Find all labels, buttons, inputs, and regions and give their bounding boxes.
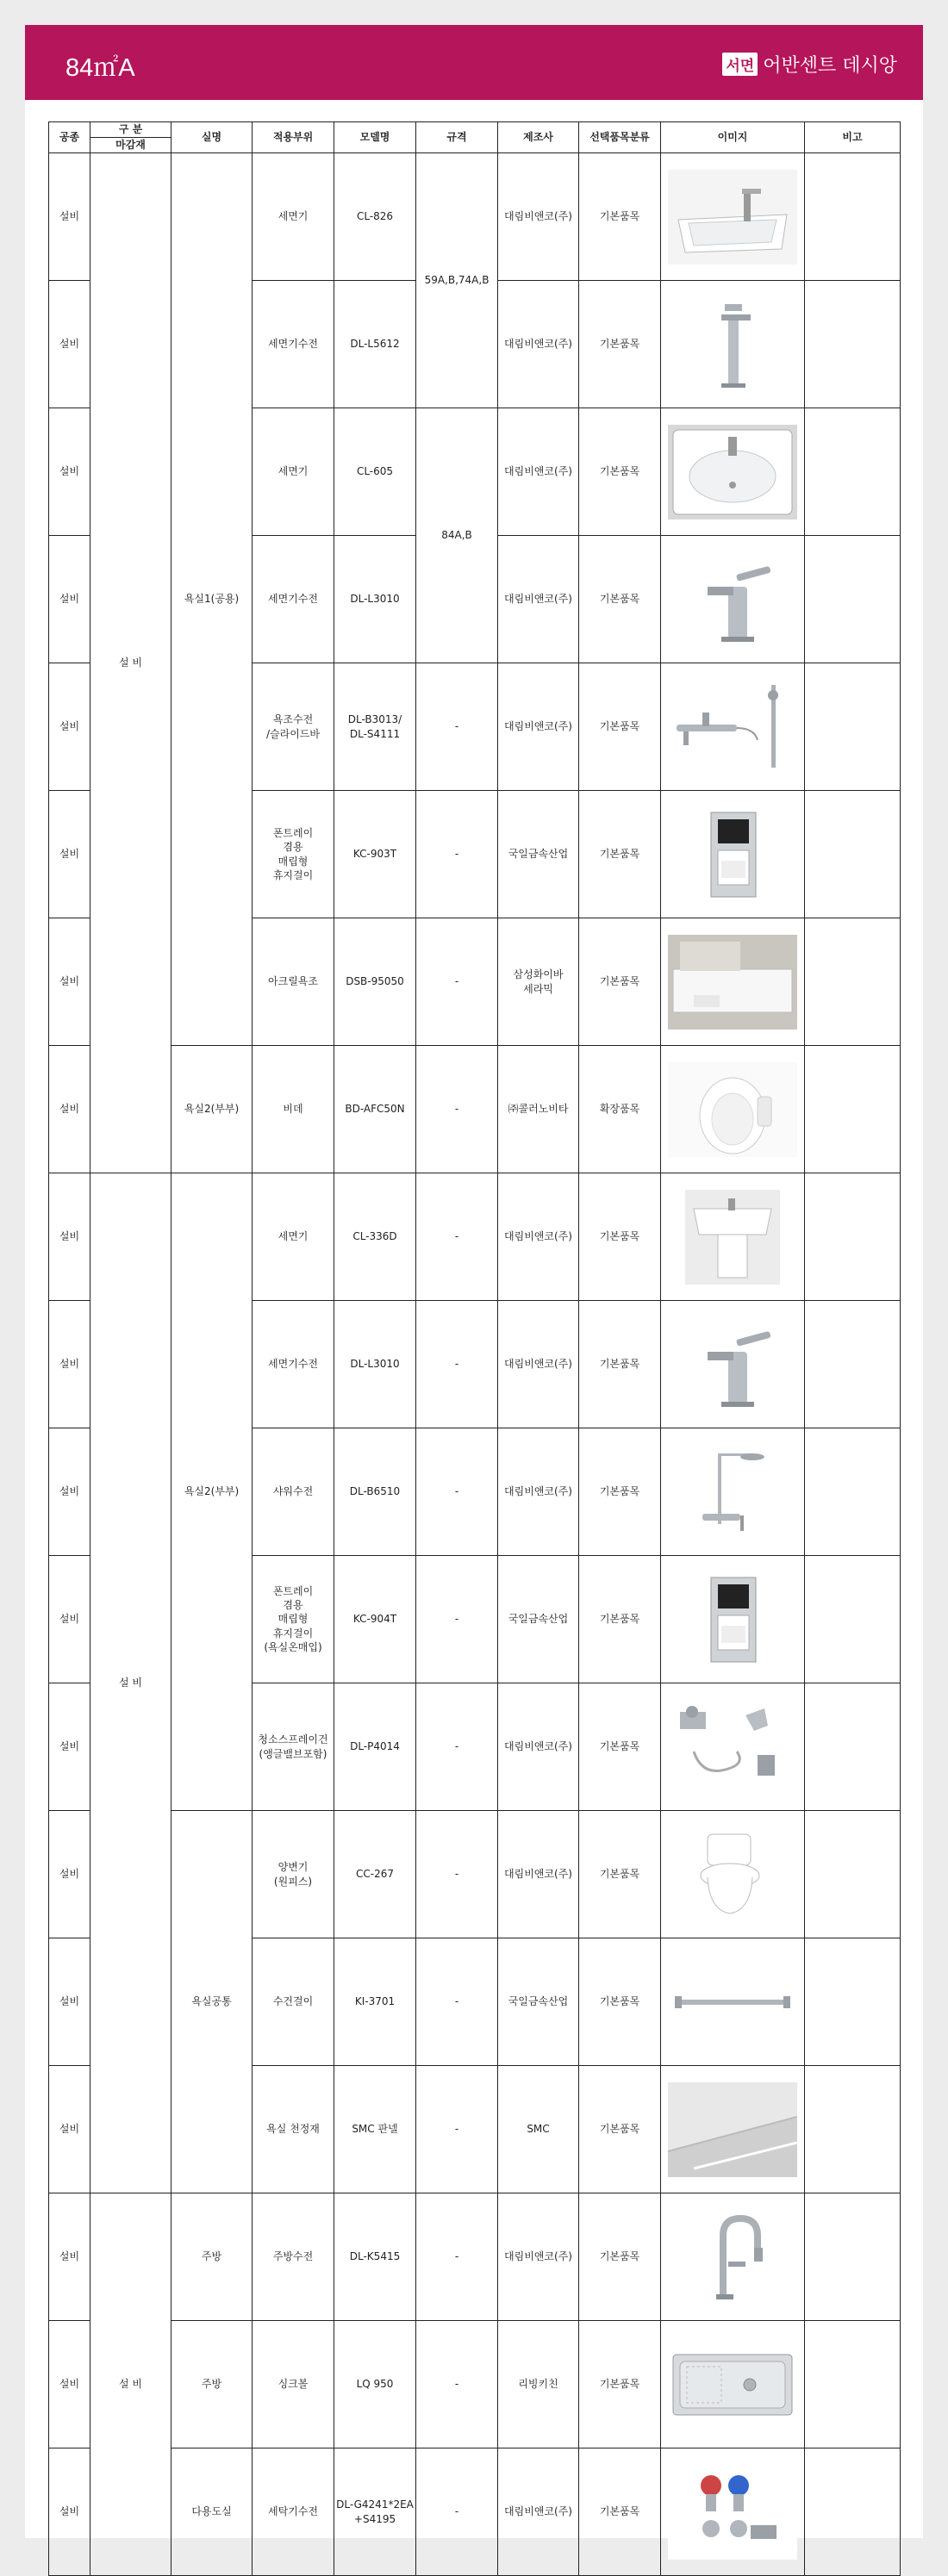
part-cell: 욕조수전 /슬라이드바 xyxy=(253,663,334,791)
part-cell: 세면기 xyxy=(253,1173,334,1301)
type-cell: 설비 xyxy=(49,1938,90,2066)
spec-cell: - xyxy=(416,2193,498,2321)
part-cell: 폰트레이 겸용 매립형 휴지걸이 xyxy=(253,791,334,918)
header-part: 적용부위 xyxy=(253,122,334,153)
selection-cell: 기본품목 xyxy=(579,2193,661,2321)
sink-bowl-photo xyxy=(668,2337,797,2432)
type-cell: 설비 xyxy=(49,2321,90,2448)
maker-cell: 대림비앤코(주) xyxy=(498,1811,579,1938)
page-header xyxy=(25,25,923,100)
selection-cell: 기본품목 xyxy=(579,918,661,1046)
header-room: 실명 xyxy=(172,122,253,153)
image-cell xyxy=(661,2448,805,2576)
room-cell: 다용도실 xyxy=(172,2448,253,2576)
selection-cell: 기본품목 xyxy=(579,536,661,663)
model-cell: DL-B6510 xyxy=(334,1428,416,1556)
brand-logo xyxy=(722,51,897,78)
header-select: 선택품목분류 xyxy=(579,122,661,153)
model-cell: KC-904T xyxy=(334,1556,416,1683)
note-cell xyxy=(805,918,901,1046)
image-cell xyxy=(661,536,805,663)
maker-cell: 국일금속산업 xyxy=(498,791,579,918)
maker-cell: ㈜콜러노비타 xyxy=(498,1046,579,1173)
selection-cell: 기본품목 xyxy=(579,2448,661,2576)
room-cell: 주방 xyxy=(172,2193,253,2321)
note-cell xyxy=(805,1428,901,1556)
kitchen-faucet-photo xyxy=(668,2210,797,2305)
part-cell: 청소스프레이건 (앵글밸브포함) xyxy=(253,1683,334,1811)
spec-cell: - xyxy=(416,1556,498,1683)
image-cell xyxy=(661,2193,805,2321)
image-cell xyxy=(661,153,805,281)
maker-cell: SMC xyxy=(498,2066,579,2193)
selection-cell: 기본품목 xyxy=(579,1301,661,1428)
maker-cell: 대림비앤코(주) xyxy=(498,1173,579,1301)
fixture-table xyxy=(48,121,901,2576)
brand-tag: 서면 xyxy=(722,53,758,76)
spec-cell: - xyxy=(416,2321,498,2448)
recessed-paper-holder-photo xyxy=(668,807,797,902)
image-cell xyxy=(661,1938,805,2066)
model-cell: CL-605 xyxy=(334,408,416,536)
image-cell xyxy=(661,663,805,791)
table-row xyxy=(49,1046,901,1173)
model-cell: KC-903T xyxy=(334,791,416,918)
type-cell: 설비 xyxy=(49,1173,90,1301)
header-spec: 규격 xyxy=(416,122,498,153)
part-cell: 세면기수전 xyxy=(253,281,334,408)
type-cell: 설비 xyxy=(49,1556,90,1683)
selection-cell: 기본품목 xyxy=(579,153,661,281)
basin-faucet-photo xyxy=(668,552,797,647)
selection-cell: 기본품목 xyxy=(579,1938,661,2066)
bidet-seat-photo xyxy=(668,1062,797,1157)
image-cell xyxy=(661,1428,805,1556)
image-cell xyxy=(661,918,805,1046)
rain-shower-set-photo xyxy=(668,1445,797,1540)
maker-cell: 대림비앤코(주) xyxy=(498,536,579,663)
note-cell xyxy=(805,1683,901,1811)
image-cell xyxy=(661,2321,805,2448)
model-cell: CL-336D xyxy=(334,1173,416,1301)
part-cell: 수건걸이 xyxy=(253,1938,334,2066)
image-cell xyxy=(661,1556,805,1683)
type-cell: 설비 xyxy=(49,1046,90,1173)
image-cell xyxy=(661,281,805,408)
note-cell xyxy=(805,2448,901,2576)
maker-cell: 대림비앤코(주) xyxy=(498,2448,579,2576)
model-cell: BD-AFC50N xyxy=(334,1046,416,1173)
part-cell: 아크릴욕조 xyxy=(253,918,334,1046)
maker-cell: 대림비앤코(주) xyxy=(498,408,579,536)
note-cell xyxy=(805,1811,901,1938)
header-type: 공종 xyxy=(49,122,90,153)
table-row xyxy=(49,153,901,281)
one-piece-toilet-photo xyxy=(668,1827,797,1922)
part-cell: 욕실 천정재 xyxy=(253,2066,334,2193)
smc-ceiling-photo xyxy=(668,2082,797,2177)
part-cell: 비데 xyxy=(253,1046,334,1173)
header-maker: 제조사 xyxy=(498,122,579,153)
model-cell: DSB-95050 xyxy=(334,918,416,1046)
type-cell: 설비 xyxy=(49,2193,90,2321)
model-cell: DL-P4014 xyxy=(334,1683,416,1811)
image-cell xyxy=(661,1811,805,1938)
towel-bar-photo xyxy=(668,1955,797,2050)
spec-cell: 59A,B,74A,B xyxy=(416,153,498,408)
model-cell: DL-B3013/ DL-S4111 xyxy=(334,663,416,791)
type-cell: 설비 xyxy=(49,281,90,408)
model-cell: DL-L3010 xyxy=(334,536,416,663)
header-note: 비고 xyxy=(805,122,901,153)
selection-cell: 기본품목 xyxy=(579,408,661,536)
rectangular-washbasin-photo xyxy=(668,170,797,264)
type-cell: 설비 xyxy=(49,408,90,536)
maker-cell: 대림비앤코(주) xyxy=(498,2193,579,2321)
selection-cell: 기본품목 xyxy=(579,2066,661,2193)
model-cell: DL-K5415 xyxy=(334,2193,416,2321)
spec-cell: - xyxy=(416,663,498,791)
part-cell: 폰트레이 겸용 매립형 휴지걸이 (욕실온매입) xyxy=(253,1556,334,1683)
type-cell: 설비 xyxy=(49,1811,90,1938)
maker-cell: 대림비앤코(주) xyxy=(498,663,579,791)
spec-cell: - xyxy=(416,2448,498,2576)
room-cell: 주방 xyxy=(172,2321,253,2448)
note-cell xyxy=(805,663,901,791)
type-cell: 설비 xyxy=(49,1301,90,1428)
table-row xyxy=(49,1811,901,1938)
note-cell xyxy=(805,1556,901,1683)
selection-cell: 확장품목 xyxy=(579,1046,661,1173)
table-row xyxy=(49,2448,901,2576)
header-finish: 마감재 xyxy=(90,138,172,153)
note-cell xyxy=(805,408,901,536)
note-cell xyxy=(805,791,901,918)
room-cell: 욕실공통 xyxy=(172,1811,253,2193)
header-model: 모델명 xyxy=(334,122,416,153)
spec-cell: - xyxy=(416,918,498,1046)
spec-cell: - xyxy=(416,1173,498,1301)
washing-machine-valve-photo xyxy=(668,2465,797,2560)
brand-name: 어반센트 데시앙 xyxy=(763,55,897,77)
maker-cell: 국일금속산업 xyxy=(498,1556,579,1683)
image-cell xyxy=(661,791,805,918)
selection-cell: 기본품목 xyxy=(579,791,661,918)
selection-cell: 기본품목 xyxy=(579,1428,661,1556)
room-cell: 욕실2(부부) xyxy=(172,1173,253,1811)
type-cell: 설비 xyxy=(49,153,90,281)
part-cell: 양변기 (원피스) xyxy=(253,1811,334,1938)
image-cell xyxy=(661,1301,805,1428)
spec-cell: - xyxy=(416,1301,498,1428)
type-cell: 설비 xyxy=(49,791,90,918)
note-cell xyxy=(805,2193,901,2321)
unit-type-label: 84㎡A xyxy=(65,54,135,82)
model-cell: DL-L5612 xyxy=(334,281,416,408)
room-cell: 욕실2(부부) xyxy=(172,1046,253,1173)
header-group: 구 분 xyxy=(90,122,172,138)
selection-cell: 기본품목 xyxy=(579,2321,661,2448)
maker-cell: 대림비앤코(주) xyxy=(498,1683,579,1811)
spec-cell: - xyxy=(416,791,498,918)
group-cell: 설 비 xyxy=(90,1173,172,2193)
maker-cell: 대림비앤코(주) xyxy=(498,1428,579,1556)
maker-cell: 대림비앤코(주) xyxy=(498,1301,579,1428)
part-cell: 세면기수전 xyxy=(253,536,334,663)
selection-cell: 기본품목 xyxy=(579,1683,661,1811)
part-cell: 세탁기수전 xyxy=(253,2448,334,2576)
part-cell: 싱크볼 xyxy=(253,2321,334,2448)
part-cell: 세면기수전 xyxy=(253,1301,334,1428)
note-cell xyxy=(805,2321,901,2448)
note-cell xyxy=(805,1173,901,1301)
undermount-washbasin-photo xyxy=(668,425,797,520)
model-cell: DL-L3010 xyxy=(334,1301,416,1428)
spec-cell: - xyxy=(416,1938,498,2066)
bath-faucet-slidebar-photo xyxy=(668,680,797,775)
maker-cell: 대림비앤코(주) xyxy=(498,281,579,408)
table-row xyxy=(49,2321,901,2448)
model-cell: KI-3701 xyxy=(334,1938,416,2066)
spray-gun-set-photo xyxy=(668,1700,797,1795)
part-cell: 세면기 xyxy=(253,153,334,281)
image-cell xyxy=(661,1683,805,1811)
note-cell xyxy=(805,1046,901,1173)
acrylic-bathtub-photo xyxy=(668,935,797,1030)
spec-cell: - xyxy=(416,1046,498,1173)
basin-faucet-photo xyxy=(668,1317,797,1412)
maker-cell: 리빙키친 xyxy=(498,2321,579,2448)
type-cell: 설비 xyxy=(49,2066,90,2193)
model-cell: LQ 950 xyxy=(334,2321,416,2448)
type-cell: 설비 xyxy=(49,1428,90,1556)
recessed-paper-holder-photo xyxy=(668,1572,797,1667)
type-cell: 설비 xyxy=(49,1683,90,1811)
selection-cell: 기본품목 xyxy=(579,663,661,791)
part-cell: 샤워수전 xyxy=(253,1428,334,1556)
tall-basin-faucet-photo xyxy=(668,297,797,392)
image-cell xyxy=(661,408,805,536)
selection-cell: 기본품목 xyxy=(579,1811,661,1938)
type-cell: 설비 xyxy=(49,663,90,791)
selection-cell: 기본품목 xyxy=(579,281,661,408)
room-cell: 욕실1(공용) xyxy=(172,153,253,1046)
type-cell: 설비 xyxy=(49,918,90,1046)
group-cell: 설 비 xyxy=(90,2193,172,2576)
spec-cell: - xyxy=(416,1683,498,1811)
table-body xyxy=(49,153,901,2576)
spec-cell: - xyxy=(416,1811,498,1938)
type-cell: 설비 xyxy=(49,2448,90,2576)
image-cell xyxy=(661,1046,805,1173)
spec-sheet xyxy=(25,25,923,2538)
maker-cell: 국일금속산업 xyxy=(498,1938,579,2066)
model-cell: SMC 판넬 xyxy=(334,2066,416,2193)
header-image: 이미지 xyxy=(661,122,805,153)
model-cell: DL-G4241*2EA +S4195 xyxy=(334,2448,416,2576)
spec-cell: 84A,B xyxy=(416,408,498,663)
note-cell xyxy=(805,281,901,408)
group-cell: 설 비 xyxy=(90,153,172,1173)
table-row xyxy=(49,2193,901,2321)
selection-cell: 기본품목 xyxy=(579,1556,661,1683)
selection-cell: 기본품목 xyxy=(579,1173,661,1301)
model-cell: CL-826 xyxy=(334,153,416,281)
note-cell xyxy=(805,536,901,663)
image-cell xyxy=(661,2066,805,2193)
part-cell: 세면기 xyxy=(253,408,334,536)
maker-cell: 삼성화이바 세라믹 xyxy=(498,918,579,1046)
pedestal-washbasin-photo xyxy=(668,1190,797,1285)
spec-cell: - xyxy=(416,1428,498,1556)
model-cell: CC-267 xyxy=(334,1811,416,1938)
maker-cell: 대림비앤코(주) xyxy=(498,153,579,281)
type-cell: 설비 xyxy=(49,536,90,663)
image-cell xyxy=(661,1173,805,1301)
table-row xyxy=(49,1173,901,1301)
note-cell xyxy=(805,153,901,281)
note-cell xyxy=(805,1301,901,1428)
spec-cell: - xyxy=(416,2066,498,2193)
note-cell xyxy=(805,2066,901,2193)
note-cell xyxy=(805,1938,901,2066)
part-cell: 주방수전 xyxy=(253,2193,334,2321)
